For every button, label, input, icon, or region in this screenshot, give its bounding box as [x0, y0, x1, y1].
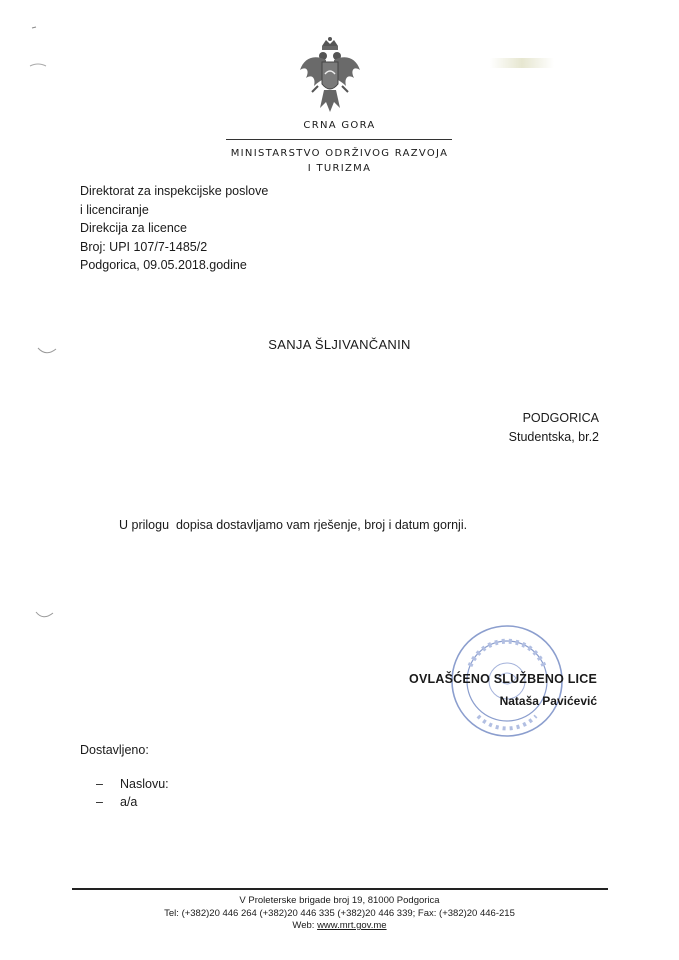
- punch-hole-mark-icon: [34, 610, 56, 622]
- footer-web-link[interactable]: www.mrt.gov.me: [317, 920, 387, 931]
- scan-mark: [490, 58, 554, 68]
- footer-phones: Tel: (+382)20 446 264 (+382)20 446 335 (+382)20 446 339; Fax: (+382)20 446-215: [164, 907, 515, 919]
- directorate-line-cont: i licenciranje: [80, 202, 149, 217]
- directorate-line: Direktorat za inspekcijske poslove: [80, 184, 269, 198]
- signatory-name: Nataša Pavićević: [499, 694, 597, 708]
- list-dash: –: [96, 795, 103, 809]
- footer-web-label: Web:: [292, 920, 315, 931]
- recipient-street: Studentska, br.2: [508, 429, 599, 444]
- footer-divider: [72, 888, 608, 890]
- reference-number: Broj: UPI 107/7-1485/2: [80, 239, 208, 254]
- ministry-name-line1: MINISTARSTVO ODRŽIVOG RAZVOJA: [230, 148, 449, 159]
- list-item: [96, 775, 169, 793]
- footer: [0, 895, 679, 933]
- footer-address: V Proleterske brigade broj 19, 81000 Podgorica: [239, 895, 440, 906]
- list-item-text: Naslovu:: [120, 777, 169, 791]
- montenegro-coat-of-arms-icon: [296, 36, 364, 118]
- signatory-title: OVLAŠĆENO SLUŽBENO LICE: [409, 672, 597, 686]
- scan-speck-icon: [26, 24, 54, 74]
- letterhead-ministry: [0, 146, 679, 176]
- ministry-name-line2: I TURIZMA: [307, 163, 372, 174]
- delivery-label: Dostavljeno:: [80, 743, 149, 757]
- letter-body: U prilogu dopisa dostavljamo vam rješenje, broj i datum gornji.: [119, 518, 468, 532]
- signature-block: [409, 668, 597, 712]
- letterhead-country: CRNA GORA: [303, 120, 376, 131]
- document-header: [80, 182, 268, 275]
- letterhead-divider: [226, 139, 452, 140]
- list-item-text: a/a: [120, 795, 138, 809]
- delivery-list: [96, 775, 169, 811]
- recipient-name: SANJA ŠLJIVANČANIN: [268, 337, 411, 352]
- place-date: Podgorica, 09.05.2018.godine: [80, 258, 247, 273]
- list-dash: –: [96, 777, 103, 791]
- department-line: Direkcija za licence: [80, 221, 187, 236]
- recipient-city: PODGORICA: [522, 411, 599, 425]
- list-item: [96, 793, 169, 811]
- recipient-address: [509, 409, 599, 446]
- footer-web: [0, 920, 679, 933]
